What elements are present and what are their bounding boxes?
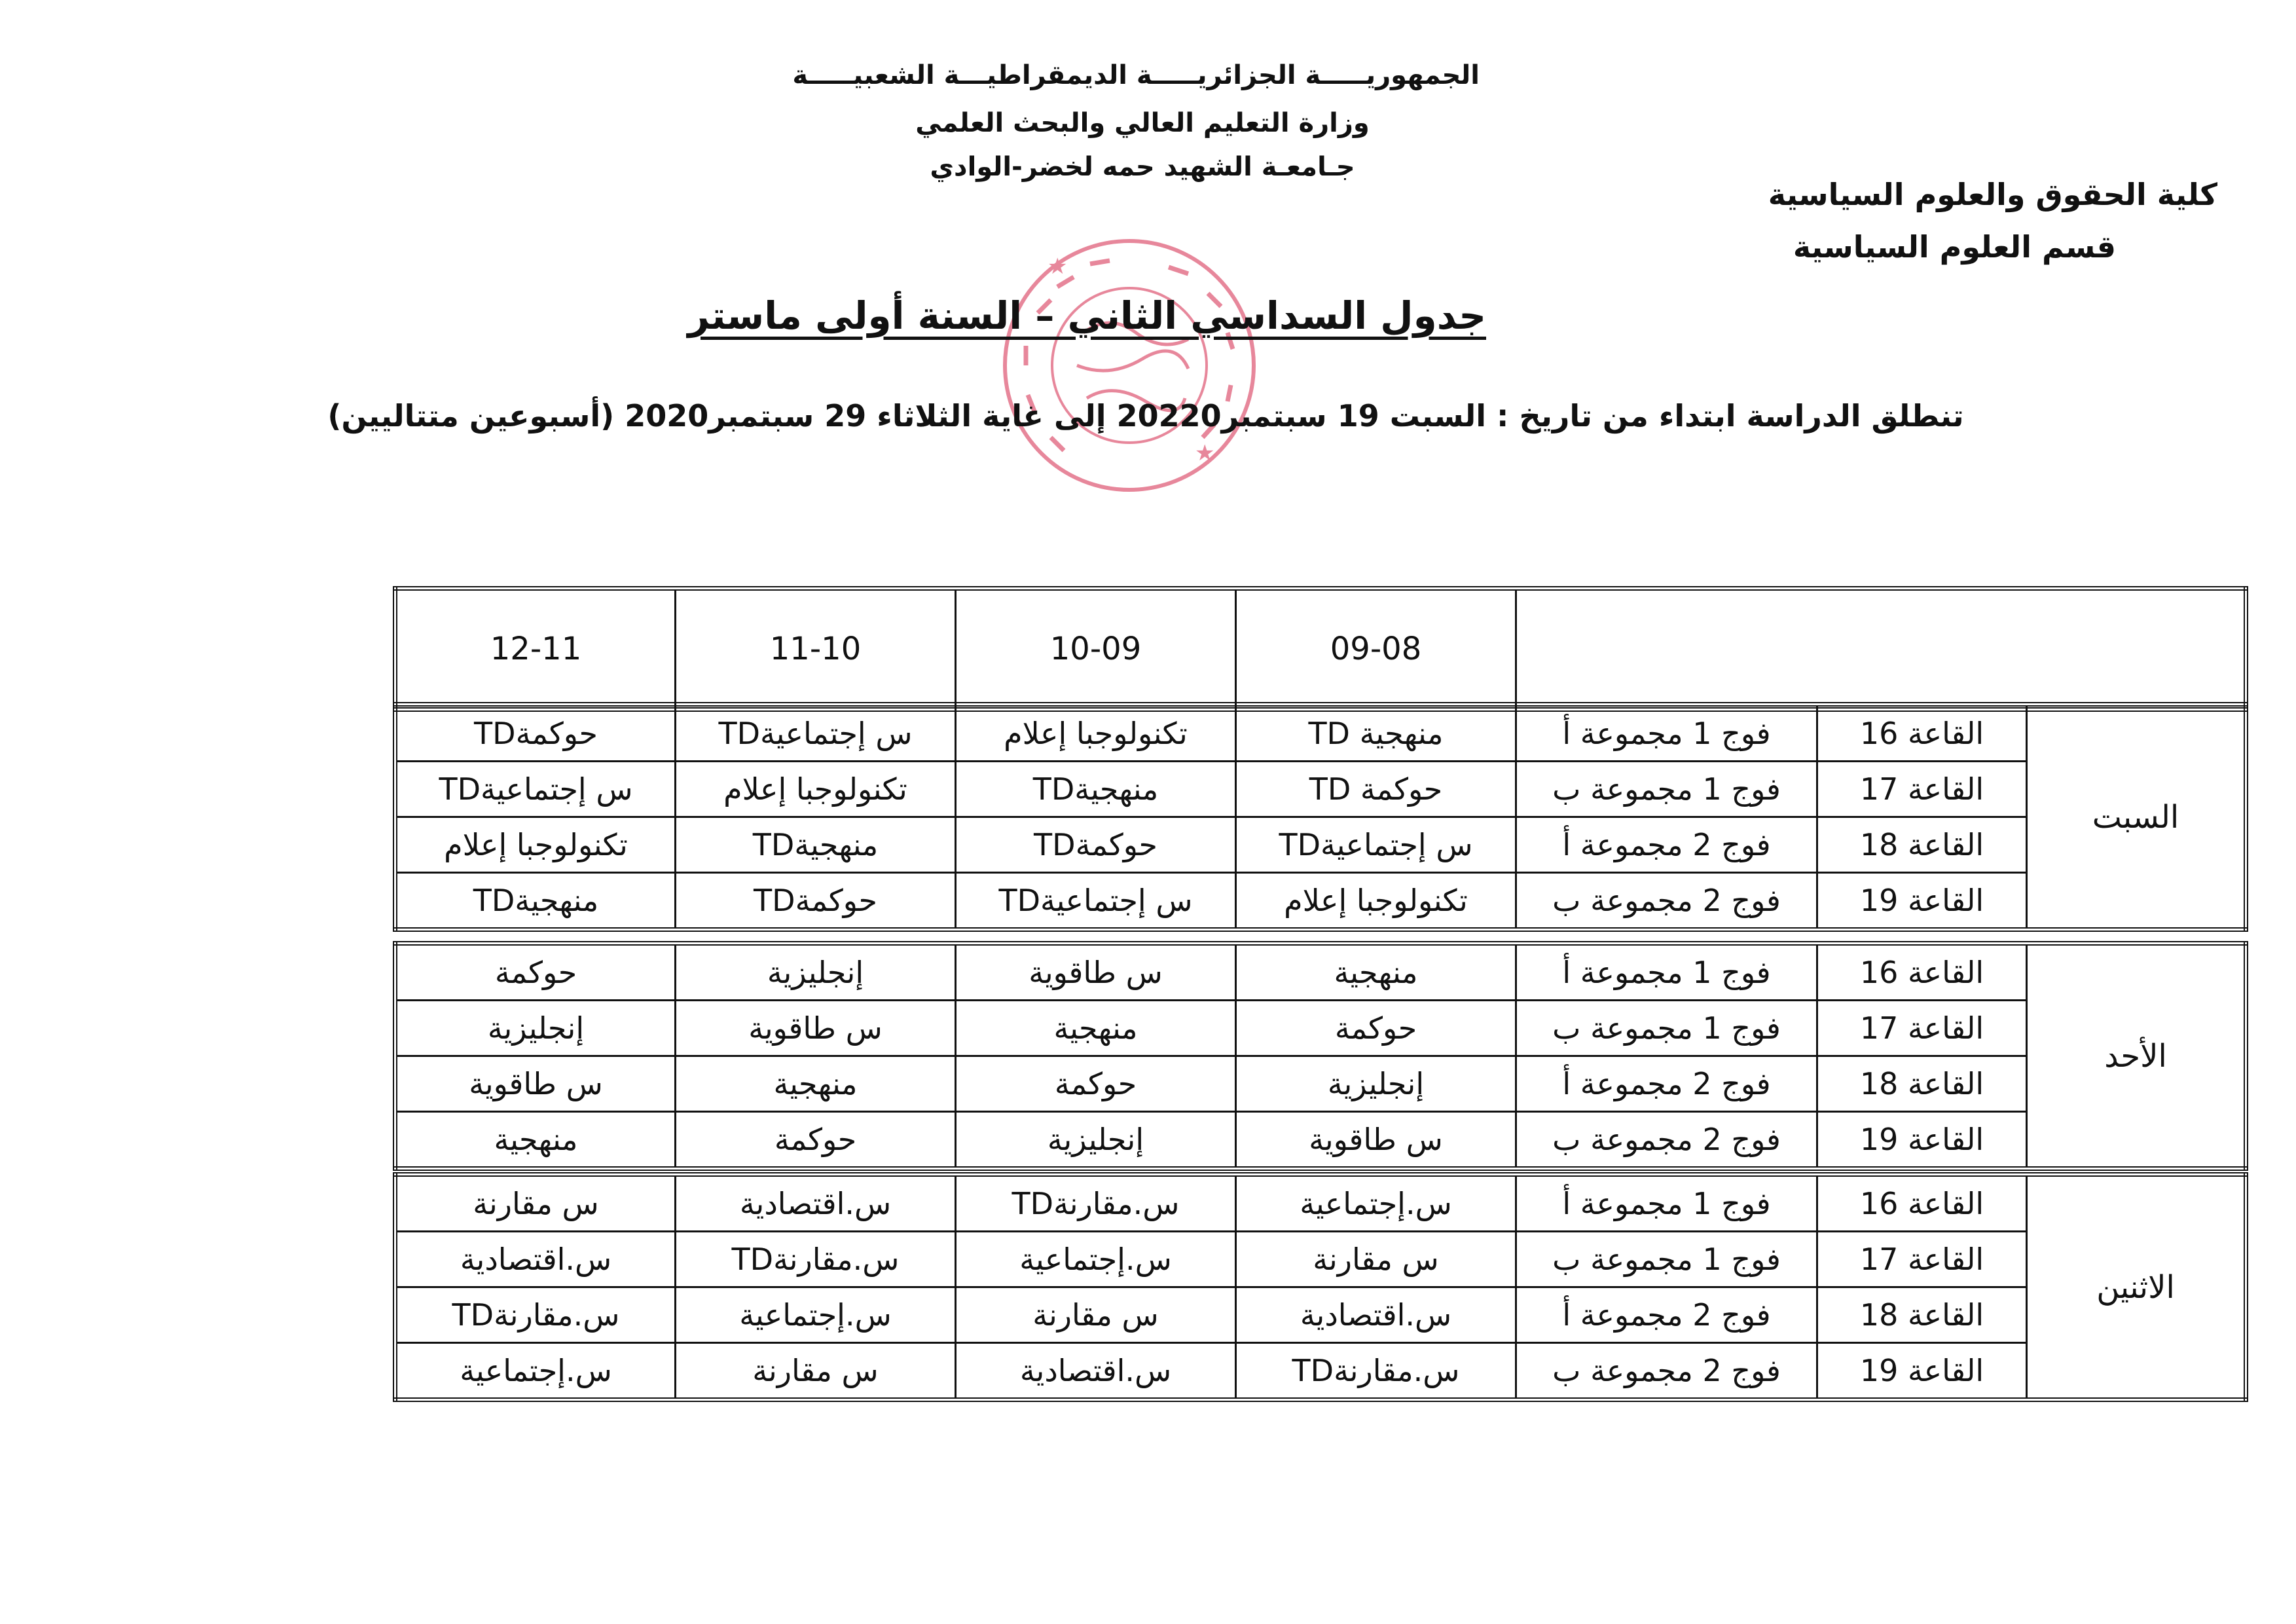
session-cell: س.إجتماعية <box>395 1343 676 1400</box>
room-cell: القاعة 16 <box>1817 1175 2027 1232</box>
stamp-star-icon: ★ <box>1048 253 1068 280</box>
table-row <box>395 1343 2246 1400</box>
session-cell: حوكمة <box>956 1056 1236 1112</box>
room-cell: القاعة 16 <box>1817 944 2027 1001</box>
session-cell: س مقارنة <box>676 1343 956 1400</box>
table-row <box>395 705 2246 762</box>
day-name: الأحد <box>2027 944 2246 1169</box>
session-cell: س.اقتصادية <box>676 1175 956 1232</box>
session-cell: س مقارنة <box>395 1175 676 1232</box>
republic-line: الجمهوريـــــة الجزائريـــــة الديمقراطيـــة الشعبيـــــة <box>792 60 1480 90</box>
group-cell: فوج 2 مجموعة أ <box>1516 1056 1817 1112</box>
session-cell: منهجية TD <box>1236 705 1516 762</box>
session-cell: تكنولوجبا إعلام <box>676 762 956 817</box>
time-slot-header-cell: 09-08 <box>1236 589 1516 710</box>
session-cell: منهجيةTD <box>676 817 956 873</box>
session-cell: س.مقارنةTD <box>956 1175 1236 1232</box>
room-cell: القاعة 17 <box>1817 1001 2027 1056</box>
group-cell: فوج 1 مجموعة أ <box>1516 705 1817 762</box>
official-stamp <box>998 234 1260 496</box>
table-row <box>395 817 2246 873</box>
session-cell: إنجليزية <box>395 1001 676 1056</box>
group-cell: فوج 1 مجموعة أ <box>1516 944 1817 1001</box>
group-cell: فوج 1 مجموعة ب <box>1516 1001 1817 1056</box>
session-cell: حوكمة TD <box>1236 762 1516 817</box>
table-row <box>395 762 2246 817</box>
room-cell: القاعة 18 <box>1817 817 2027 873</box>
session-cell: س.مقارنةTD <box>1236 1343 1516 1400</box>
university-line: جـامعـة الشهيد حمه لخضر-الوادي <box>930 152 1355 182</box>
session-cell: س طاقوية <box>676 1001 956 1056</box>
table-row <box>395 873 2246 930</box>
header-corner-cell <box>1516 589 2246 710</box>
session-cell: س مقارنة <box>1236 1232 1516 1287</box>
group-cell: فوج 2 مجموعة ب <box>1516 873 1817 930</box>
group-cell: فوج 2 مجموعة أ <box>1516 1287 1817 1343</box>
session-cell: إنجليزية <box>676 944 956 1001</box>
table-row <box>395 1112 2246 1169</box>
day-block-saturday <box>393 702 2248 932</box>
day-name: السبت <box>2027 705 2246 930</box>
session-cell: س إجتماعيةTD <box>676 705 956 762</box>
session-cell: تكنولوجبا إعلام <box>956 705 1236 762</box>
table-row <box>395 1287 2246 1343</box>
room-cell: القاعة 17 <box>1817 762 2027 817</box>
session-cell: منهجية <box>676 1056 956 1112</box>
session-cell: منهجية <box>1236 944 1516 1001</box>
time-slot-header-cell: 11-10 <box>676 589 956 710</box>
table-row <box>395 1175 2246 1232</box>
group-cell: فوج 1 مجموعة ب <box>1516 762 1817 817</box>
room-cell: القاعة 18 <box>1817 1287 2027 1343</box>
faculty-name: كلية الحقوق والعلوم السياسية <box>1768 177 2217 212</box>
session-cell: س.اقتصادية <box>395 1232 676 1287</box>
ministry-line: وزارة التعليم العالي والبحث العلمي <box>915 108 1370 138</box>
session-cell: س طاقوية <box>956 944 1236 1001</box>
day-block-monday <box>393 1172 2248 1402</box>
table-row <box>395 1056 2246 1112</box>
session-cell: س إجتماعيةTD <box>1236 817 1516 873</box>
room-cell: القاعة 19 <box>1817 1112 2027 1169</box>
group-cell: فوج 1 مجموعة ب <box>1516 1232 1817 1287</box>
stamp-star-icon: ★ <box>1195 440 1215 466</box>
group-cell: فوج 2 مجموعة ب <box>1516 1112 1817 1169</box>
session-cell: منهجية <box>956 1001 1236 1056</box>
session-cell: منهجية <box>395 1112 676 1169</box>
session-cell: حوكمة <box>395 944 676 1001</box>
session-cell: إنجليزية <box>956 1112 1236 1169</box>
session-cell: منهجيةTD <box>395 873 676 930</box>
session-cell: منهجيةTD <box>956 762 1236 817</box>
table-row <box>395 1001 2246 1056</box>
session-cell: س إجتماعيةTD <box>395 762 676 817</box>
session-cell: س.إجتماعية <box>956 1232 1236 1287</box>
schedule-period: تنطلق الدراسة ابتداء من تاريخ : السبت 19 سبتمبر20220 إلى غاية الثلاثاء 29 سبتمبر2020 (أسبوعين متتاليين) <box>327 398 1964 434</box>
session-cell: حوكمةTD <box>676 873 956 930</box>
session-cell: س.اقتصادية <box>956 1343 1236 1400</box>
time-slot-header-cell: 10-09 <box>956 589 1236 710</box>
session-cell: س.اقتصادية <box>1236 1287 1516 1343</box>
session-cell: س طاقوية <box>395 1056 676 1112</box>
session-cell: حوكمةTD <box>395 705 676 762</box>
session-cell: س.مقارنةTD <box>395 1287 676 1343</box>
session-cell: س.إجتماعية <box>1236 1175 1516 1232</box>
session-cell: حوكمة <box>676 1112 956 1169</box>
room-cell: القاعة 19 <box>1817 1343 2027 1400</box>
room-cell: القاعة 19 <box>1817 873 2027 930</box>
room-cell: القاعة 17 <box>1817 1232 2027 1287</box>
session-cell: س مقارنة <box>956 1287 1236 1343</box>
room-cell: القاعة 16 <box>1817 705 2027 762</box>
table-row <box>395 944 2246 1001</box>
session-cell: حوكمةTD <box>956 817 1236 873</box>
session-cell: إنجليزية <box>1236 1056 1516 1112</box>
group-cell: فوج 1 مجموعة أ <box>1516 1175 1817 1232</box>
table-row <box>395 1232 2246 1287</box>
session-cell: تكنولوجبا إعلام <box>395 817 676 873</box>
session-cell: حوكمة <box>1236 1001 1516 1056</box>
session-cell: س.مقارنةTD <box>676 1232 956 1287</box>
day-block-sunday <box>393 941 2248 1171</box>
room-cell: القاعة 18 <box>1817 1056 2027 1112</box>
schedule-title: جدول السداسي الثاني – السنة أولى ماستر <box>687 293 1486 338</box>
session-cell: س إجتماعيةTD <box>956 873 1236 930</box>
session-cell: س طاقوية <box>1236 1112 1516 1169</box>
time-slot-header-cell: 12-11 <box>395 589 676 710</box>
time-slot-header <box>393 586 2248 712</box>
session-cell: س.إجتماعية <box>676 1287 956 1343</box>
department-name: قسم العلوم السياسية <box>1793 229 2116 265</box>
session-cell: تكنولوجبا إعلام <box>1236 873 1516 930</box>
group-cell: فوج 2 مجموعة ب <box>1516 1343 1817 1400</box>
group-cell: فوج 2 مجموعة أ <box>1516 817 1817 873</box>
day-name: الاثنين <box>2027 1175 2246 1400</box>
